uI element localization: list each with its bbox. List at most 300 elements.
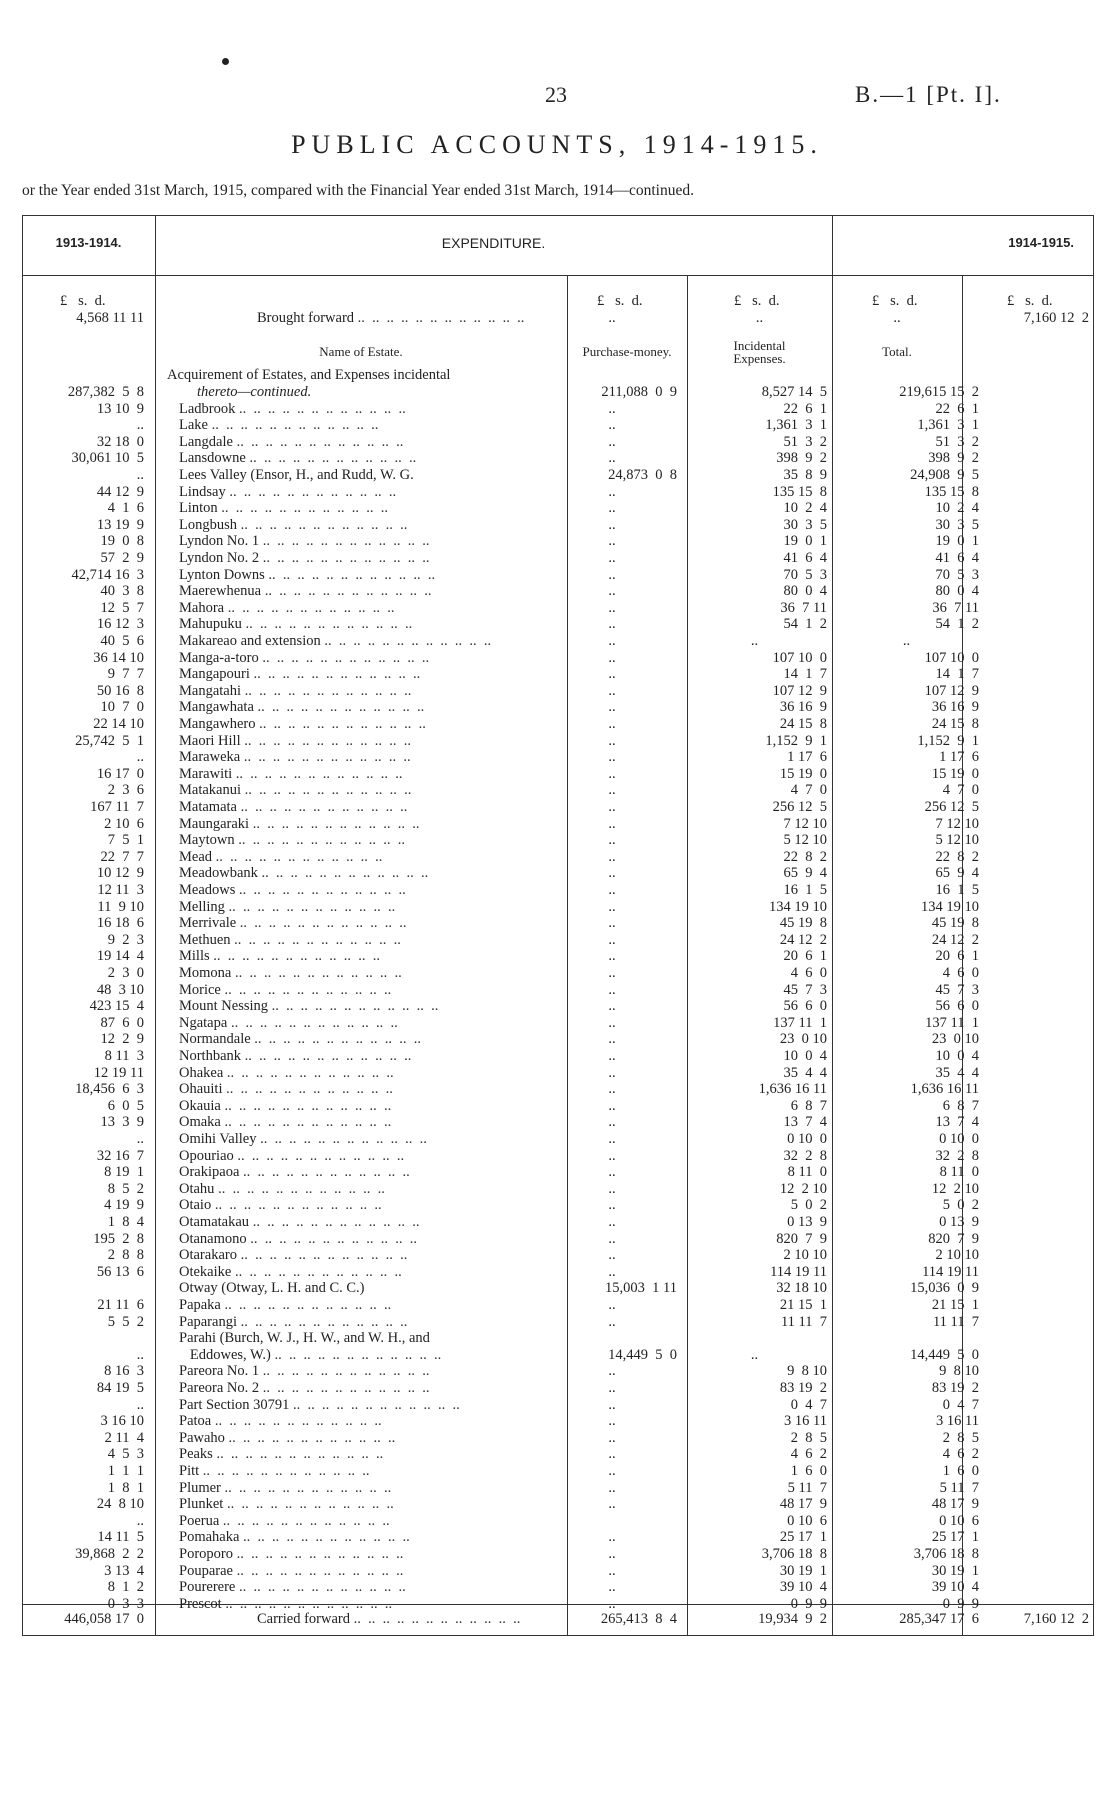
cell-total: 0 10 6 [939, 1512, 979, 1529]
cell-total: 36 7 11 [932, 599, 979, 616]
cell-1913: 44 12 9 [96, 483, 144, 500]
carried-forward-total: 285,347 17 6 [899, 1611, 979, 1627]
cell-total: 9 8 10 [939, 1363, 979, 1380]
table-row [22, 733, 1094, 750]
cell-total: 4 6 0 [942, 965, 979, 981]
cell-total: 4 6 2 [942, 1446, 979, 1463]
cell-incidental-expenses: 23 0 10 [779, 1031, 827, 1048]
cell-total: 19 0 1 [935, 533, 979, 550]
lsd-incidental: £ s. d. [734, 293, 780, 309]
cell-purchase-money: .. [608, 1546, 616, 1562]
table-row [22, 1197, 1094, 1214]
cell-1913: 32 18 0 [96, 433, 144, 450]
carried-forward-incidental: 19,934 9 2 [758, 1611, 827, 1627]
table-row [22, 467, 1094, 484]
cell-purchase-money: .. [608, 832, 616, 849]
cell-1913: 4 1 6 [107, 500, 144, 517]
table-row [22, 915, 1094, 932]
cell-incidental-expenses: 3 16 11 [784, 1413, 827, 1430]
table-row [22, 1131, 1094, 1148]
cell-estate-name: Opouriao .. . [179, 1148, 569, 1165]
cell-total: 20 6 1 [935, 948, 979, 965]
table-row [22, 1164, 1094, 1181]
cell-purchase-money: .. [608, 400, 616, 417]
table-row [22, 1031, 1094, 1048]
cell-total: 4 7 0 [942, 782, 979, 799]
cell-purchase-money: .. [608, 1147, 616, 1164]
cell-incidental-expenses: 48 17 9 [779, 1496, 827, 1513]
cell-1913: 84 19 5 [96, 1380, 144, 1396]
cell-1913: 4 5 3 [107, 1446, 144, 1463]
table-row [22, 1413, 1094, 1430]
expenditure-table [22, 215, 1094, 1651]
cell-total: 0 10 0 [939, 1131, 979, 1147]
cell-1913: 3 13 4 [104, 1562, 144, 1579]
cell-1913: 2 3 0 [107, 965, 144, 981]
cell-1913: 19 0 8 [100, 533, 144, 550]
cell-estate-name: Parahi (Burch, W. J., H. W., and W. H., and [179, 1330, 430, 1347]
cell-estate-name: Lyndon No. 2 .. . [179, 550, 569, 567]
cell-estate-name: Ladbrook .. . [179, 401, 569, 418]
cell-purchase-money: .. [608, 1297, 616, 1313]
cell-incidental-expenses: 256 12 5 [772, 799, 827, 815]
cell-incidental-expenses: 24 15 8 [779, 716, 827, 732]
cell-purchase-money: .. [608, 1230, 616, 1247]
subheading-name: Name of Estate. [319, 344, 403, 359]
cell-purchase-money: .. [608, 417, 616, 434]
cell-1913: 40 3 8 [100, 583, 144, 600]
table-row [22, 948, 1094, 965]
cell-total: 45 19 8 [931, 915, 979, 932]
table-row [22, 533, 1094, 550]
cell-1913: 2 11 4 [104, 1429, 144, 1446]
cell-estate-name: Lindsay .. . [179, 484, 569, 501]
cell-incidental-expenses: 22 6 1 [783, 400, 827, 417]
cell-incidental-expenses: 0 13 9 [787, 1214, 827, 1230]
table-row [22, 816, 1094, 833]
cell-1913: .. [136, 1346, 144, 1363]
cell-total: 0 9 9 [942, 1595, 979, 1612]
cell-incidental-expenses: 9 8 10 [787, 1363, 827, 1380]
cell-purchase-money: .. [608, 1496, 616, 1513]
table-row [22, 1280, 1094, 1297]
heading-expenditure: EXPENDITURE. [441, 235, 546, 251]
cell-incidental-expenses: 0 10 0 [787, 1131, 827, 1147]
cell-incidental-expenses: 51 3 2 [783, 433, 827, 450]
cell-total: 56 6 0 [935, 998, 979, 1015]
cell-estate-name: Mangapouri .. . [179, 666, 569, 683]
cell-incidental-expenses: 4 6 0 [790, 965, 827, 981]
cell-1913: 8 16 3 [104, 1363, 144, 1380]
table-row [22, 982, 1094, 999]
cell-estate-name: Langdale .. . [179, 434, 569, 451]
cell-incidental-expenses: 65 9 4 [783, 865, 827, 882]
cell-total: 7 12 10 [935, 815, 979, 832]
table-row [22, 1015, 1094, 1032]
subheading-incidental-1: Incidental [733, 338, 786, 353]
cell-purchase-money: .. [608, 1446, 616, 1463]
cell-incidental-expenses: 7 12 10 [783, 815, 827, 832]
cell-total: 14 1 7 [935, 666, 979, 683]
cell-incidental-expenses: 11 11 7 [780, 1313, 827, 1330]
cell-purchase-money: .. [608, 1396, 616, 1413]
brought-forward-1915: 7,160 12 2 [1023, 310, 1089, 326]
cell-total: 22 6 1 [935, 400, 979, 417]
cell-estate-name: Peaks .. . [179, 1446, 569, 1463]
cell-total: 1,152 9 1 [917, 732, 979, 749]
cell-purchase-money: .. [608, 533, 616, 550]
cell-purchase-money: .. [608, 1214, 616, 1230]
table-row [22, 699, 1094, 716]
lsd-1913: £ s. d. [60, 293, 106, 309]
cell-1913: 4 19 9 [104, 1197, 144, 1214]
page-number: 23 [545, 82, 567, 107]
cell-estate-name: Patoa .. . [179, 1413, 569, 1430]
cell-purchase-money: .. [608, 732, 616, 749]
cell-estate-name: Lynton Downs .. . [179, 567, 569, 584]
cell-1913: 1 8 1 [107, 1479, 144, 1496]
cell-incidental-expenses: 30 3 5 [783, 516, 827, 533]
cell-1913: 8 5 2 [107, 1180, 144, 1197]
cell-purchase-money: .. [608, 500, 616, 517]
cell-estate-name: Mahupuku .. . [179, 616, 569, 633]
cell-incidental-expenses: 1,636 16 11 [758, 1081, 827, 1098]
cell-purchase-money: 24,873 0 8 [608, 467, 677, 483]
table-row [22, 1347, 1094, 1364]
brought-forward-1913: 4,568 11 11 [76, 310, 144, 326]
cell-incidental-expenses: 0 10 6 [787, 1512, 827, 1529]
cell-purchase-money: .. [608, 1097, 616, 1114]
cell-purchase-money: .. [608, 1247, 616, 1264]
table-row [22, 1529, 1094, 1546]
cell-1913: 50 16 8 [96, 682, 144, 699]
cell-purchase-money: .. [608, 599, 616, 616]
cell-total: 107 12 9 [924, 682, 979, 699]
cell-total: 1,361 3 1 [917, 417, 979, 434]
cell-1913: 14 11 5 [97, 1529, 144, 1546]
cell-estate-name: Maraweka .. . [179, 749, 569, 766]
cell-total: 51 3 2 [935, 433, 979, 450]
table-row [22, 683, 1094, 700]
cell-incidental-expenses: 135 15 8 [772, 483, 827, 500]
cell-total: 25 17 1 [931, 1529, 979, 1546]
table-row [22, 1563, 1094, 1580]
cell-total: 24 15 8 [931, 716, 979, 732]
table-row [22, 865, 1094, 882]
cell-1913: .. [136, 417, 144, 434]
cell-purchase-money: .. [608, 1595, 616, 1612]
cell-total: 48 17 9 [931, 1496, 979, 1513]
cell-1913: 12 5 7 [100, 599, 144, 616]
cell-incidental-expenses: 5 12 10 [783, 832, 827, 849]
carried-forward-1913: 446,058 17 0 [64, 1611, 144, 1627]
cell-incidental-expenses: 36 7 11 [780, 599, 827, 616]
cell-total: 134 19 10 [921, 898, 979, 915]
cell-incidental-expenses: 137 11 1 [773, 1014, 827, 1031]
cell-purchase-money: .. [608, 1363, 616, 1380]
cell-incidental-expenses: 8,527 14 5 [761, 384, 827, 400]
table-row [22, 1363, 1094, 1380]
cell-total: 398 9 2 [928, 450, 979, 467]
table-row [22, 633, 1094, 650]
cell-estate-name: Otway (Otway, L. H. and C. C.) [179, 1280, 365, 1297]
table-row [22, 484, 1094, 501]
cell-1913: 56 13 6 [96, 1263, 144, 1280]
cell-incidental-expenses: 12 2 10 [779, 1180, 827, 1197]
table-row [22, 666, 1094, 683]
table-row [22, 716, 1094, 733]
cell-estate-name: Manga-a-toro .. . [179, 650, 569, 667]
cell-purchase-money: .. [608, 981, 616, 998]
cell-purchase-money: .. [608, 1164, 616, 1181]
subheading-incidental-2: Expenses. [733, 351, 786, 366]
cell-1913: 22 7 7 [100, 848, 144, 865]
cell-estate-name: Meadowbank .. . [179, 865, 569, 882]
table-row [22, 1513, 1094, 1530]
cell-total: 45 7 3 [935, 981, 979, 998]
cell-purchase-money: .. [608, 799, 616, 815]
cell-incidental-expenses: 80 0 4 [783, 583, 827, 600]
cell-estate-name: Eddowes, W.) .. . [179, 1347, 569, 1364]
cell-estate-name: Pitt .. . [179, 1463, 569, 1480]
cell-1913: 10 7 0 [100, 699, 144, 716]
cell-1913: 25,742 5 1 [75, 732, 144, 749]
table-row [22, 384, 1094, 401]
cell-purchase-money: .. [608, 931, 616, 948]
cell-1913: 22 14 10 [93, 716, 144, 732]
cell-purchase-money: .. [608, 1413, 616, 1430]
cell-estate-name: Otekaike .. . [179, 1264, 569, 1281]
cell-1913: 16 12 3 [96, 616, 144, 633]
cell-purchase-money: .. [608, 583, 616, 600]
cell-total: 65 9 4 [935, 865, 979, 882]
cell-estate-name: Maerewhenua .. . [179, 583, 569, 600]
cell-1913: 48 3 10 [96, 981, 144, 998]
cell-incidental-expenses: 1 6 0 [790, 1463, 827, 1479]
cell-total: 83 19 2 [931, 1380, 979, 1396]
cell-total: 16 1 5 [935, 882, 979, 898]
cell-incidental-expenses: 134 19 10 [769, 898, 827, 915]
cell-total: 15,036 0 9 [910, 1280, 979, 1297]
cell-estate-name: Lansdowne .. . [179, 450, 569, 467]
cell-1913: 3 16 10 [100, 1413, 144, 1430]
cell-incidental-expenses: 70 5 3 [783, 566, 827, 583]
page-title: PUBLIC ACCOUNTS, 1914-1915. [291, 130, 823, 159]
cell-incidental-expenses: 2 8 5 [790, 1429, 827, 1446]
table-row [22, 417, 1094, 434]
cell-incidental-expenses: 54 1 2 [783, 616, 827, 633]
cell-1913: 39,868 2 2 [75, 1546, 144, 1562]
cell-estate-name: Mangawhata .. . [179, 699, 569, 716]
cell-estate-name: Northbank .. . [179, 1048, 569, 1065]
table-row [22, 1297, 1094, 1314]
cell-incidental-expenses: 2 10 10 [783, 1247, 827, 1264]
cell-1913: .. [136, 1512, 144, 1529]
table-row [22, 1098, 1094, 1115]
cell-purchase-money: .. [608, 716, 616, 732]
rule-carried-bottom [22, 1635, 1094, 1636]
cell-estate-name: Normandale .. . [179, 1031, 569, 1048]
table-row [22, 450, 1094, 467]
cell-1913: 13 10 9 [96, 400, 144, 417]
carried-forward-label: Carried forward .. . [257, 1611, 562, 1628]
cell-estate-name: Longbush .. . [179, 517, 569, 534]
cell-total: 24,908 9 5 [910, 467, 979, 483]
cell-total: 21 15 1 [931, 1297, 979, 1313]
cell-incidental-expenses: 20 6 1 [783, 948, 827, 965]
cell-incidental-expenses: 5 0 2 [790, 1197, 827, 1214]
cell-total: 3,706 18 8 [913, 1546, 979, 1562]
cell-purchase-money: .. [608, 1064, 616, 1081]
table-row [22, 1480, 1094, 1497]
cell-purchase-money: .. [608, 616, 616, 633]
table-row [22, 1314, 1094, 1331]
cell-estate-name: Ohakea .. . [179, 1065, 569, 1082]
cell-1913: 167 11 7 [90, 799, 144, 815]
table-row [22, 1397, 1094, 1414]
cell-purchase-money: .. [608, 882, 616, 898]
cell-estate-name: Omihi Valley .. . [179, 1131, 569, 1148]
cell-purchase-money: .. [608, 566, 616, 583]
table-row [22, 1463, 1094, 1480]
cell-1913: 10 12 9 [96, 865, 144, 882]
cell-total: 107 10 0 [924, 649, 979, 666]
cell-purchase-money: 14,449 5 0 [608, 1346, 677, 1363]
table-row [22, 1546, 1094, 1563]
cell-total: 219,615 15 2 [899, 384, 979, 400]
cell-estate-name: Prescot .. . [179, 1596, 569, 1613]
cell-total: 36 16 9 [931, 699, 979, 716]
cell-total: 11 11 7 [932, 1313, 979, 1330]
cell-1913: 5 5 2 [107, 1313, 144, 1330]
cell-estate-name: Merrivale .. . [179, 915, 569, 932]
cell-incidental-expenses: 14 1 7 [783, 666, 827, 683]
cell-incidental-expenses: 36 16 9 [779, 699, 827, 716]
cell-1913: 13 19 9 [96, 516, 144, 533]
cell-estate-name: Matakanui .. . [179, 782, 569, 799]
cell-purchase-money: .. [608, 450, 616, 467]
cell-incidental-expenses: 56 6 0 [783, 998, 827, 1015]
cell-incidental-expenses: 6 8 7 [790, 1097, 827, 1114]
cell-total: 5 11 7 [939, 1479, 979, 1496]
cell-incidental-expenses: 4 6 2 [790, 1446, 827, 1463]
cell-estate-name: Maytown .. . [179, 832, 569, 849]
cell-purchase-money: .. [608, 666, 616, 683]
cell-1913: 11 9 10 [97, 898, 144, 915]
section-heading-line-1: Acquirement of Estates, and Expenses incidental [167, 367, 451, 383]
cell-incidental-expenses: .. [750, 633, 759, 649]
lsd-1915: £ s. d. [1007, 293, 1053, 309]
cell-purchase-money: .. [608, 915, 616, 932]
cell-incidental-expenses: 45 19 8 [779, 915, 827, 932]
table-row [22, 799, 1094, 816]
lsd-purchase: £ s. d. [597, 293, 643, 309]
cell-1913: .. [136, 1396, 144, 1413]
cell-total: 1 17 6 [939, 749, 979, 766]
cell-estate-name: Lees Valley (Ensor, H., and Rudd, W. G. [179, 467, 414, 483]
cell-incidental-expenses: 16 1 5 [783, 882, 827, 898]
cell-estate-name: Matamata .. . [179, 799, 569, 816]
cell-purchase-money: .. [608, 815, 616, 832]
cell-purchase-money: .. [608, 1131, 616, 1147]
cell-purchase-money: .. [608, 633, 616, 649]
table-row [22, 616, 1094, 633]
table-row [22, 932, 1094, 949]
cell-estate-name: Lyndon No. 1 .. . [179, 533, 569, 550]
cell-estate-name: Mangawhero .. . [179, 716, 569, 733]
table-row [22, 517, 1094, 534]
cell-1913: 423 15 4 [89, 998, 144, 1015]
cell-estate-name: Part Section 30791 .. . [179, 1397, 569, 1414]
cell-total: 3 16 11 [936, 1413, 979, 1430]
cell-incidental-expenses: .. [750, 1346, 759, 1363]
document-reference: B.—1 [Pt. I]. [855, 82, 1002, 107]
cell-estate-name: Mead .. . [179, 849, 569, 866]
cell-purchase-money: .. [608, 516, 616, 533]
cell-1913: 1 8 4 [107, 1214, 144, 1230]
cell-purchase-money: .. [608, 749, 616, 766]
cell-total: 54 1 2 [935, 616, 979, 633]
cell-estate-name: Melling .. . [179, 899, 569, 916]
cell-estate-name: Papaka .. . [179, 1297, 569, 1314]
table-row [22, 401, 1094, 418]
cell-1913: .. [136, 749, 144, 766]
table-row [22, 965, 1094, 982]
cell-purchase-money: .. [608, 1579, 616, 1596]
cell-purchase-money: .. [608, 765, 616, 782]
cell-incidental-expenses: 5 11 7 [787, 1479, 827, 1496]
cell-purchase-money: .. [608, 1031, 616, 1048]
cell-estate-name: Paparangi .. . [179, 1314, 569, 1331]
cell-estate-name: Ngatapa .. . [179, 1015, 569, 1032]
table-row [22, 1264, 1094, 1281]
ink-dot [222, 58, 229, 65]
section-heading-line-2: thereto—continued. [197, 384, 312, 400]
table-row [22, 1048, 1094, 1065]
cell-purchase-money: .. [608, 1380, 616, 1396]
cell-estate-name: Pareora No. 1 .. . [179, 1363, 569, 1380]
cell-incidental-expenses: 107 10 0 [772, 649, 827, 666]
cell-total: 2 8 5 [942, 1429, 979, 1446]
cell-incidental-expenses: 4 7 0 [790, 782, 827, 799]
cell-1913: 32 16 7 [96, 1147, 144, 1164]
cell-purchase-money: .. [608, 948, 616, 965]
subheading-total: Total. [882, 344, 912, 359]
cell-estate-name: Omaka .. . [179, 1114, 569, 1131]
table-row [22, 583, 1094, 600]
cell-purchase-money: .. [608, 1313, 616, 1330]
cell-1913: 7 5 1 [107, 832, 144, 849]
cell-1913: 2 8 8 [107, 1247, 144, 1264]
cell-estate-name: Poroporo .. . [179, 1546, 569, 1563]
cell-total: 70 5 3 [935, 566, 979, 583]
cell-1913: 195 2 8 [93, 1230, 144, 1247]
cell-purchase-money: .. [608, 433, 616, 450]
cell-incidental-expenses: 32 2 8 [783, 1147, 827, 1164]
cell-purchase-money: .. [608, 1463, 616, 1479]
cell-incidental-expenses: 30 19 1 [779, 1562, 827, 1579]
cell-total: 820 7 9 [928, 1230, 979, 1247]
cell-estate-name: Pouparae .. . [179, 1563, 569, 1580]
cell-1913: 16 18 6 [96, 915, 144, 932]
cell-total: 10 2 4 [935, 500, 979, 517]
cell-estate-name: Momona .. . [179, 965, 569, 982]
cell-1913: .. [136, 467, 144, 483]
cell-estate-name: Okauia .. . [179, 1098, 569, 1115]
cell-total: 22 8 2 [935, 848, 979, 865]
cell-1913: 36 14 10 [93, 649, 144, 666]
cell-1913: 40 5 6 [100, 633, 144, 649]
